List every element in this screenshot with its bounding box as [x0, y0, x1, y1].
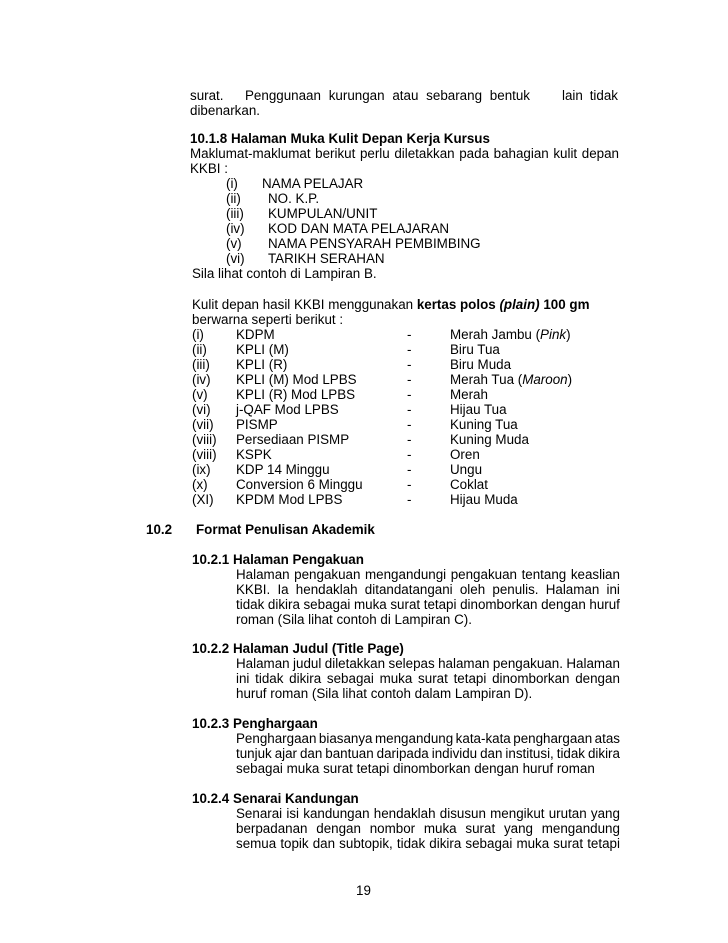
word: biasanya	[318, 731, 373, 746]
cover-row-dash: -	[407, 372, 412, 387]
word: dikira	[429, 836, 462, 851]
section-10-1-8-para-line2: KKBI :	[190, 161, 228, 176]
word: urutan	[548, 806, 587, 821]
cover-intro-line1	[192, 297, 589, 312]
cover-row-colour	[450, 372, 572, 387]
word: dan	[312, 836, 336, 851]
word: diletakkan	[324, 656, 386, 671]
word: dan	[480, 746, 503, 761]
cover-row-dash: -	[407, 357, 412, 372]
word: bantuan	[325, 746, 374, 761]
colour-close: )	[566, 327, 571, 342]
section-10-2-2-line	[236, 671, 620, 686]
cover-row-programme: j-QAF Mod LPBS	[236, 402, 339, 417]
word: individu	[431, 746, 478, 761]
cover-row-colour	[450, 357, 511, 372]
word: dan	[299, 746, 323, 761]
cover-row-colour	[450, 387, 488, 402]
cover-row-number: (iii)	[192, 357, 210, 372]
word: dengan	[575, 671, 620, 686]
cover-row-programme: Persediaan PISMP	[236, 432, 350, 447]
cover-row-colour	[450, 327, 571, 342]
cover-row-dash: -	[407, 462, 412, 477]
cover-row-number: (i)	[192, 327, 204, 342]
word: Senarai	[236, 806, 283, 821]
word: surat	[553, 836, 584, 851]
cover-paper-weight: 100 gm	[539, 297, 590, 312]
cover-row-programme: KSPK	[236, 447, 272, 462]
word: tetapi	[587, 836, 620, 851]
cover-row-number: (vi)	[192, 402, 211, 417]
word: dinomborkan	[492, 671, 570, 686]
word: subtopik,	[339, 836, 393, 851]
word: Halaman	[566, 656, 620, 671]
word: sebagai	[326, 671, 374, 686]
word: atas	[594, 731, 620, 746]
cover-row-dash: -	[407, 477, 412, 492]
word: keaslian	[570, 567, 620, 582]
section-10-2-4-line	[236, 836, 620, 851]
cover-row-dash: -	[407, 387, 412, 402]
colour-name: Coklat	[450, 477, 488, 492]
section-10-2-title: Format Penulisan Akademik	[196, 522, 375, 537]
word: oleh	[459, 582, 486, 597]
cover-row-programme: KPDM Mod LPBS	[236, 492, 343, 507]
word: isi	[286, 806, 300, 821]
intro-line1-middle: Penggunaan kurungan atau sebarang bentuk	[245, 88, 530, 103]
cover-row-number: (iv)	[192, 372, 211, 387]
cover-row-dash: -	[407, 342, 412, 357]
word: ajar	[274, 746, 298, 761]
cover-row-programme: PISMP	[236, 417, 278, 432]
word: tetapi	[453, 671, 487, 686]
word: hendaklah	[373, 806, 436, 821]
section-10-2-1-line	[236, 567, 620, 582]
list-item-text: TARIKH SERAHAN	[268, 251, 385, 266]
cover-row-programme: KPLI (M)	[236, 342, 289, 357]
list-item-number: (v)	[226, 236, 242, 251]
word: tidak	[236, 597, 265, 612]
colour-name: Oren	[450, 447, 480, 462]
cover-row-colour	[450, 402, 507, 417]
word: tentang	[521, 567, 567, 582]
word: tunjuk	[236, 746, 272, 761]
cover-row-dash: -	[407, 432, 412, 447]
word: mengandung	[541, 821, 620, 836]
word: Halaman	[236, 656, 290, 671]
word: tetapi	[423, 597, 457, 612]
word: tidak	[396, 836, 426, 851]
word: penghargaan	[513, 731, 593, 746]
word: pengakuan	[294, 567, 361, 582]
word: ditandatangani	[364, 582, 453, 597]
cover-intro-text: Kulit depan hasil KKBI menggunakan	[192, 297, 417, 312]
colour-close: )	[567, 372, 573, 387]
cover-paper-plain: (plain)	[499, 297, 540, 312]
word: muka	[379, 671, 413, 686]
colour-english: Maroon	[522, 372, 568, 387]
cover-row-dash: -	[407, 492, 412, 507]
cover-row-programme: KDPM	[236, 327, 275, 342]
page-number: 19	[356, 883, 371, 898]
cover-row-dash: -	[407, 327, 412, 342]
word: disusun	[439, 806, 486, 821]
intro-line1-end: lain tidak	[562, 88, 618, 103]
section-10-2-3-line	[236, 746, 620, 761]
section-10-2-3-line	[236, 731, 620, 746]
word: dengan	[316, 821, 361, 836]
word: penulis.	[492, 582, 539, 597]
list-item-number: (ii)	[226, 191, 241, 206]
colour-name: Merah Tua (	[450, 372, 523, 387]
colour-name: Kuning Muda	[450, 432, 529, 447]
section-10-2-1-heading: 10.2.1 Halaman Pengakuan	[192, 552, 364, 567]
section-10-2-2-line	[236, 656, 620, 671]
word: muka	[423, 821, 457, 836]
word: dikira	[267, 597, 300, 612]
section-10-2-1-line: roman (Sila lihat contoh di Lampiran C).	[236, 612, 472, 627]
word: nombor	[369, 821, 416, 836]
section-10-2-1-line	[236, 597, 620, 612]
cover-row-colour	[450, 492, 518, 507]
word: Ia	[277, 582, 289, 597]
colour-name: Kuning Tua	[450, 417, 518, 432]
cover-row-number: (v)	[192, 387, 208, 402]
word: topik	[280, 836, 309, 851]
word: sebagai	[465, 836, 513, 851]
word: muka	[354, 597, 387, 612]
word: institusi,	[505, 746, 554, 761]
section-10-2-3-heading: 10.2.3 Penghargaan	[192, 716, 318, 731]
section-10-2-number: 10.2	[146, 522, 173, 537]
cover-row-programme: KPLI (R)	[236, 357, 288, 372]
colour-name: Hijau Tua	[450, 402, 507, 417]
section-10-2-2-line: huruf roman (Sila lihat contoh dalam Lampiran D).	[236, 686, 533, 701]
word: ini	[236, 671, 250, 686]
cover-row-number: (XI)	[192, 492, 214, 507]
list-item-text: NO. K.P.	[268, 191, 320, 206]
word: dengan	[541, 597, 586, 612]
cover-row-number: (x)	[192, 477, 208, 492]
word: tidak	[556, 746, 586, 761]
cover-row-programme: Conversion 6 Minggu	[236, 477, 363, 492]
cover-row-colour	[450, 477, 488, 492]
word: dikira	[289, 671, 322, 686]
section-10-1-8-heading: 10.1.8 Halaman Muka Kulit Depan Kerja Kursus	[190, 131, 490, 146]
list-item-number: (iv)	[226, 221, 245, 236]
cover-paper-type: kertas polos	[416, 297, 500, 312]
word: Halaman	[545, 582, 600, 597]
cover-row-programme: KPLI (M) Mod LPBS	[236, 372, 357, 387]
section-10-2-2-heading: 10.2.2 Halaman Judul (Title Page)	[192, 641, 404, 656]
cover-row-number: (ix)	[192, 462, 211, 477]
cover-row-colour	[450, 462, 482, 477]
cover-row-number: (viii)	[192, 432, 217, 447]
word: dinomborkan	[460, 597, 538, 612]
list-item-number: (iii)	[226, 206, 244, 221]
word: yang	[503, 821, 533, 836]
word: surat	[465, 821, 496, 836]
cover-row-colour	[450, 342, 500, 357]
word: yang	[590, 806, 620, 821]
word: daripada	[376, 746, 429, 761]
word: tidak	[255, 671, 284, 686]
word: pengakuan	[450, 567, 517, 582]
list-item-number: (vi)	[226, 251, 245, 266]
word: berpadanan	[236, 821, 308, 836]
section-10-2-4-line	[236, 806, 620, 821]
word: mengikut	[490, 806, 545, 821]
cover-row-programme: KDP 14 Minggu	[236, 462, 330, 477]
cover-row-colour	[450, 447, 480, 462]
word: muka	[516, 836, 550, 851]
word: kata-kata	[455, 731, 511, 746]
word: semua	[236, 836, 277, 851]
colour-english: Pink	[540, 327, 567, 342]
list-item-text: NAMA PENSYARAH PEMBIMBING	[268, 236, 481, 251]
word: selepas	[388, 656, 435, 671]
colour-name: Biru Tua	[450, 342, 500, 357]
word: pengakuan.	[492, 656, 563, 671]
section-10-2-1-line	[236, 582, 620, 597]
word: mengandungi	[365, 567, 447, 582]
section-10-1-8-para-line1: Maklumat-maklumat berikut perlu diletakkan pada bahagian kulit depan	[190, 146, 619, 161]
word: hendaklah	[295, 582, 358, 597]
list-item-text: KUMPULAN/UNIT	[268, 206, 378, 221]
cover-row-programme: KPLI (R) Mod LPBS	[236, 387, 356, 402]
word: judul	[293, 656, 322, 671]
section-10-1-8-note: Sila lihat contoh di Lampiran B.	[192, 266, 377, 281]
word: halaman	[438, 656, 490, 671]
word: kandungan	[303, 806, 370, 821]
word: Penghargaan	[236, 731, 317, 746]
cover-row-number: (viii)	[192, 447, 217, 462]
colour-name: Biru Muda	[450, 357, 512, 372]
cover-row-dash: -	[407, 402, 412, 417]
cover-row-dash: -	[407, 417, 412, 432]
word: sebagai	[303, 597, 351, 612]
cover-row-colour	[450, 417, 518, 432]
word: surat	[418, 671, 448, 686]
colour-name: Merah Jambu (	[450, 327, 541, 342]
cover-row-colour	[450, 432, 529, 447]
section-10-2-3-line: sebagai muka surat tetapi dinomborkan dengan huruf roman	[236, 761, 595, 776]
word: dikira	[587, 746, 620, 761]
list-item-text: KOD DAN MATA PELAJARAN	[268, 221, 450, 236]
word: ini	[606, 582, 620, 597]
word: huruf	[589, 597, 620, 612]
intro-line2: dibenarkan.	[190, 103, 260, 118]
word: Halaman	[236, 567, 290, 582]
colour-name: Hijau Muda	[450, 492, 518, 507]
cover-row-number: (vii)	[192, 417, 214, 432]
cover-row-dash: -	[407, 447, 412, 462]
intro-word-surat: surat.	[190, 88, 224, 103]
word: surat	[390, 597, 421, 612]
colour-name: Merah	[450, 387, 488, 402]
word: KKBI.	[236, 582, 271, 597]
section-10-2-4-heading: 10.2.4 Senarai Kandungan	[192, 791, 359, 806]
cover-row-number: (ii)	[192, 342, 207, 357]
word: mengandung	[375, 731, 454, 746]
colour-name: Ungu	[450, 462, 483, 477]
list-item-text: NAMA PELAJAR	[262, 176, 364, 191]
section-10-2-4-line	[236, 821, 620, 836]
cover-intro-line2: berwarna seperti berikut :	[192, 312, 344, 327]
list-item-number: (i)	[226, 176, 238, 191]
